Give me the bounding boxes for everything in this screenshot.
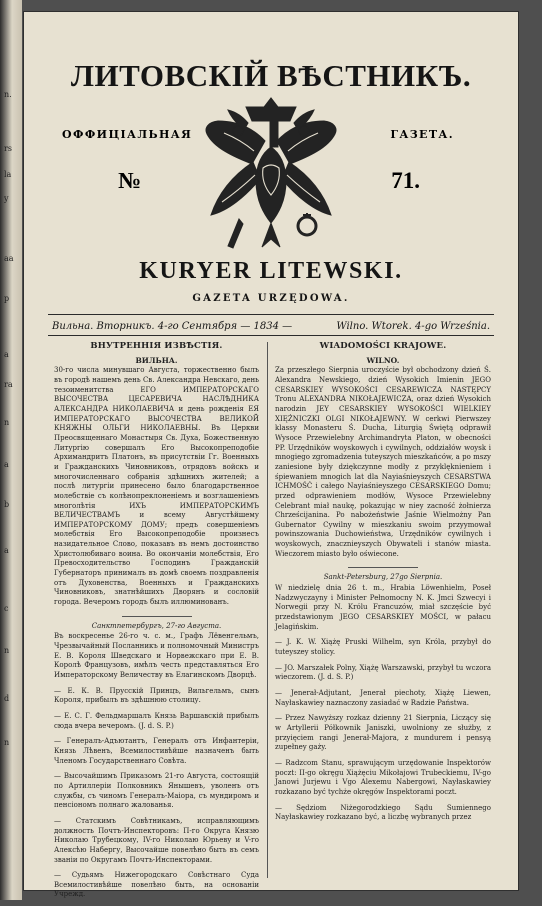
official-label: ОФФИЦІАЛЬНАЯ xyxy=(62,128,193,141)
masthead-title-polish: KURYER LITEWSKI. xyxy=(139,258,403,284)
polish-column xyxy=(275,342,491,829)
gazette-label: ГАЗЕТА. xyxy=(390,128,454,141)
russian-column xyxy=(54,342,259,906)
russian-article-paragraph: — Генералъ-Адъютантъ, Генералъ отъ Инфантеріи, Князь Лѣвенъ, Всемилостивѣйше назначенъ быть Членомъ Государственнаго Совѣта. xyxy=(54,737,259,765)
header-rule-bottom xyxy=(48,335,494,336)
spine-mark: a xyxy=(4,350,9,359)
polish-article-paragraph: — Przez Nawyższy rozkaz dzienny 21 Sierpnia, Liczący się w Artyllerii Półkownik Janiszki, uwolniony ze służby, z przyięciem rangi Jenerał-Majora, z mundurem i pensyą zupełney gaży. xyxy=(275,714,491,752)
russian-place-heading: ВИЛЬНА. xyxy=(135,355,178,365)
polish-article-paragraph: — Sędziom Niżegorodzkiego Sądu Sumiennego Nayłaskawiey rozkazano być, a liczbę wybranych przez xyxy=(275,803,491,822)
issue-dateline xyxy=(52,321,490,332)
polish-article-paragraph: Za przeszłego Sierpnia uroczyście był obchodzony dzień Ś. Alexandra Newskiego, dzień Wysokich Imienin JEGO CESARSKIEY WYSOKOŚCI CESAREWICZA NASTĘPCY Tronu ALEXANDRA NIKOŁAJEWICZA, oraz dzień Wysokich narodzin JEY CESARSKIEY WYSOKOŚCI WIELKIEY XIĘŻNICZKI OLGI NIKOŁAJEWNY. W cerkwi Pierwszey klassy Monasteru Ś. Ducha, Liturgią Świętą odprawił Wysoce Przewielebny Archimandryta Platon, w obecności PP. Urzędników woyskowych i cywilnych, oddziałów woysk i mnogiego zgromadzenia tuteyszych mieszkańców, a po mszy zaniesione były dziękczynne modły z przyklęknieniem i śpiewaniem mnogich lat dla Nayiaśnieyszych CESARSTWA ICHMOŚĆ i całego Nayiaśnieyszego CESARSKIEGO Domu; przed odprawieniem modłów, Wysoce Przewielebny Celebrant miał naukę, pokazując w niey zacność żołnierza Chrześcijanina. Po nabożeństwie Jaśnie Wielmożny Pan Gubernator Cywilny w mieszkaniu swoim przyymował powinszowania Duchowieństwa, Urzędników cywilnych i woyskowych, znacznieyszych Obywateli i stanów miasta. Wieczorem miasto było oświecone. xyxy=(275,366,491,558)
issue-number: 71. xyxy=(391,168,420,193)
russian-subdateline: Санктпетербургъ, 27-го Августа. xyxy=(91,621,222,630)
column-divider xyxy=(267,342,268,878)
article-separator xyxy=(122,616,192,617)
spine-mark: ra xyxy=(4,380,13,389)
dateline-polish: Wilno. Wtorek. 4-go Września. xyxy=(336,321,490,332)
spine-mark: a xyxy=(4,546,9,555)
masthead-subtitle-polish: GAZETA URZĘDOWA. xyxy=(192,293,350,304)
russian-section-heading: ВНУТРЕННІЯ ИЗВѢСТІЯ. xyxy=(90,341,223,351)
polish-place-heading: WILNO. xyxy=(366,355,400,365)
newspaper-page xyxy=(24,12,518,899)
russian-article-paragraph: — Судьямъ Нижегородскаго Совѣстнаго Суда Всемилостивѣйше повелѣно быть, на основаніи Учрежд. xyxy=(54,871,259,899)
spine-mark: la xyxy=(4,170,12,179)
book-spine xyxy=(0,0,22,900)
polish-section-heading: WIADOMOŚCI KRAJOWE. xyxy=(319,341,447,351)
spine-mark: n. xyxy=(4,90,12,99)
polish-article-paragraph: — Radzcom Stanu, sprawującym urzędowanie Inspektorów poczt: II-go okręgu Xiążęciu Mikołajowi Trubeckiemu, IV-go Janowi Jurjewu i Vgo Alexemu Nabergowi, Nayłaskawiey rozkazano być tychże okręgów Inspektorami poczt. xyxy=(275,758,491,796)
russian-article-paragraph: Въ воскресенье 26-го ч. с. м., Графъ Лёвенгельмъ, Чрезвычайный Посланникъ и полномочный Министръ Е. В. Короля Шведскаго и Норвежскаго при Е. В. Королѣ Французовъ, имѣлъ честь представляться Его Императорскому Величеству въ Елагинскомъ Дворцѣ. xyxy=(54,632,259,679)
issue-number-label: № xyxy=(118,168,142,193)
spine-mark: n xyxy=(4,738,10,747)
article-separator xyxy=(348,567,418,568)
dateline-russian: Вильна. Вторникъ. 4-го Сентября — 1834 — xyxy=(52,321,293,332)
spine-mark: a xyxy=(4,460,9,469)
polish-article-paragraph: — J. K. W. Xiążę Pruski Wilhelm, syn Króla, przybył do tuteyszey stolicy. xyxy=(275,638,491,657)
russian-article-paragraph: — Статскимъ Совѣтникамъ, исправляющимъ должность Почтъ-Инспекторовъ: П-го Округа Князю Николаю Трубецкому, IV-го Николаю Юрьеву и V-го Алексѣю Набергу, Высочайше повелѣно быть въ семъ званіи по Округамъ Почтъ-Инспекторами. xyxy=(54,816,259,864)
russian-article-paragraph: — Высочайшимъ Приказомъ 21-го Августа, состоящій по Артиллеріи Полковникъ Янышевъ, уволенъ отъ службы, съ чиномъ Генералъ-Маіора, съ мундиромъ и пенсіономъ полнаго жалованья. xyxy=(54,772,259,810)
russian-article-paragraph: — Е. С. Г. Фельдмаршалъ Князь Варшавскій прибылъ сюда вчера вечеромъ. (J. d. S. P.) xyxy=(54,711,259,730)
polish-article-paragraph: — Jenerał-Adjutant, Jenerał piechoty, Xiążę Liewen, Nayłaskawiey naznaczony zasiadać w Radzie Państwa. xyxy=(275,689,491,707)
spine-mark: n xyxy=(4,418,10,427)
polish-article-paragraph: — JO. Marszałek Polny, Xiążę Warszawski, przybył tu wczora wieczorem. (J. d. S. P.) xyxy=(275,663,491,682)
double-headed-eagle-emblem xyxy=(194,95,348,255)
russian-article-paragraph: — Е. К. В. Прусскій Принцъ, Вильгельмъ, сынъ Короля, прибылъ въ здѣшнюю столицу. xyxy=(54,686,259,705)
spine-mark: y xyxy=(4,194,9,203)
spine-mark: b xyxy=(4,500,10,509)
polish-subdateline: Sankt-Petersburg, 27go Sierpnia. xyxy=(323,573,443,582)
spine-mark: n xyxy=(4,646,10,655)
spine-mark: d xyxy=(4,694,10,703)
spine-mark: rs xyxy=(4,144,12,153)
spine-mark: c xyxy=(4,604,9,613)
header-rule-top xyxy=(48,314,494,315)
russian-article-paragraph: 30-го числа минувшаго Августа, торжественно былъ въ городѣ нашемъ день Св. Александра Невскаго, день тезоименитства ЕГО ИМПЕРАТОРСКАГО ВЫСОЧЕСТВА ЦЕСАРЕВИЧА НАСЛѢДНИКА АЛЕКСАНДРА НИКОЛАЕВИЧА и день рожденія ЕЯ ИМПЕРАТОРСКАГО ВЫСОЧЕСТВА ВЕЛИКОЙ КНЯЖНЫ ОЛЬГИ НИКОЛАЕВНЫ. Въ Церкви Преосвященнаго Монастыря Св. Духа, Божественную Литургію совершалъ Его Высокопреподобіе Архимандритъ Платонъ, въ присутствіи Гг. Военныхъ и Гражданскихъ Чиновниковъ, отрядовъ войскъ и многочисленнаго собранія здѣшнихъ жителей; а послѣ литургіи принесено было благодарственное молебствіе съ колѣнопреклоненіемъ и возглашеніемъ многолѣтія ИХЪ ИМПЕРАТОРСКИМЪ ВЕЛИЧЕСТВАМЪ и всему Августѣйшему ИМПЕРАТОРСКОМУ ДОМУ; предъ совершеніемъ молебствія Его Высокопреподобіе произнесъ назидательное Слово, показавъ въ немъ достоинство Христолюбиваго воина. Во окончаніи молебствія, Его Превосходительство Господинъ Гражданскій Губернаторъ принималъ въ домѣ своемъ поздравленія отъ Духовенства, Военныхъ и Гражданскихъ Чиновниковъ, знатнѣйшихъ Дворянъ и сословій города. Вечеромъ городъ былъ иллюминованъ. xyxy=(54,366,259,607)
masthead-title-russian: ЛИТОВСКІЙ ВѢСТНИКЪ. xyxy=(70,58,472,93)
polish-article-paragraph: W niedzielę dnia 26 t. m., Hrabia Löwenhielm, Poseł Nadzwyczayny i Minister Pełnomocny N. K. Jmci Szwecyi i Norwegii przy N. Królu Francuzów, miał szczęście być przedstawionym JEGO CESARSKIEY MOŚCI, w pałacu Jelagińskim. xyxy=(275,584,491,631)
spine-mark: aa xyxy=(4,254,14,263)
spine-mark: p xyxy=(4,294,10,303)
